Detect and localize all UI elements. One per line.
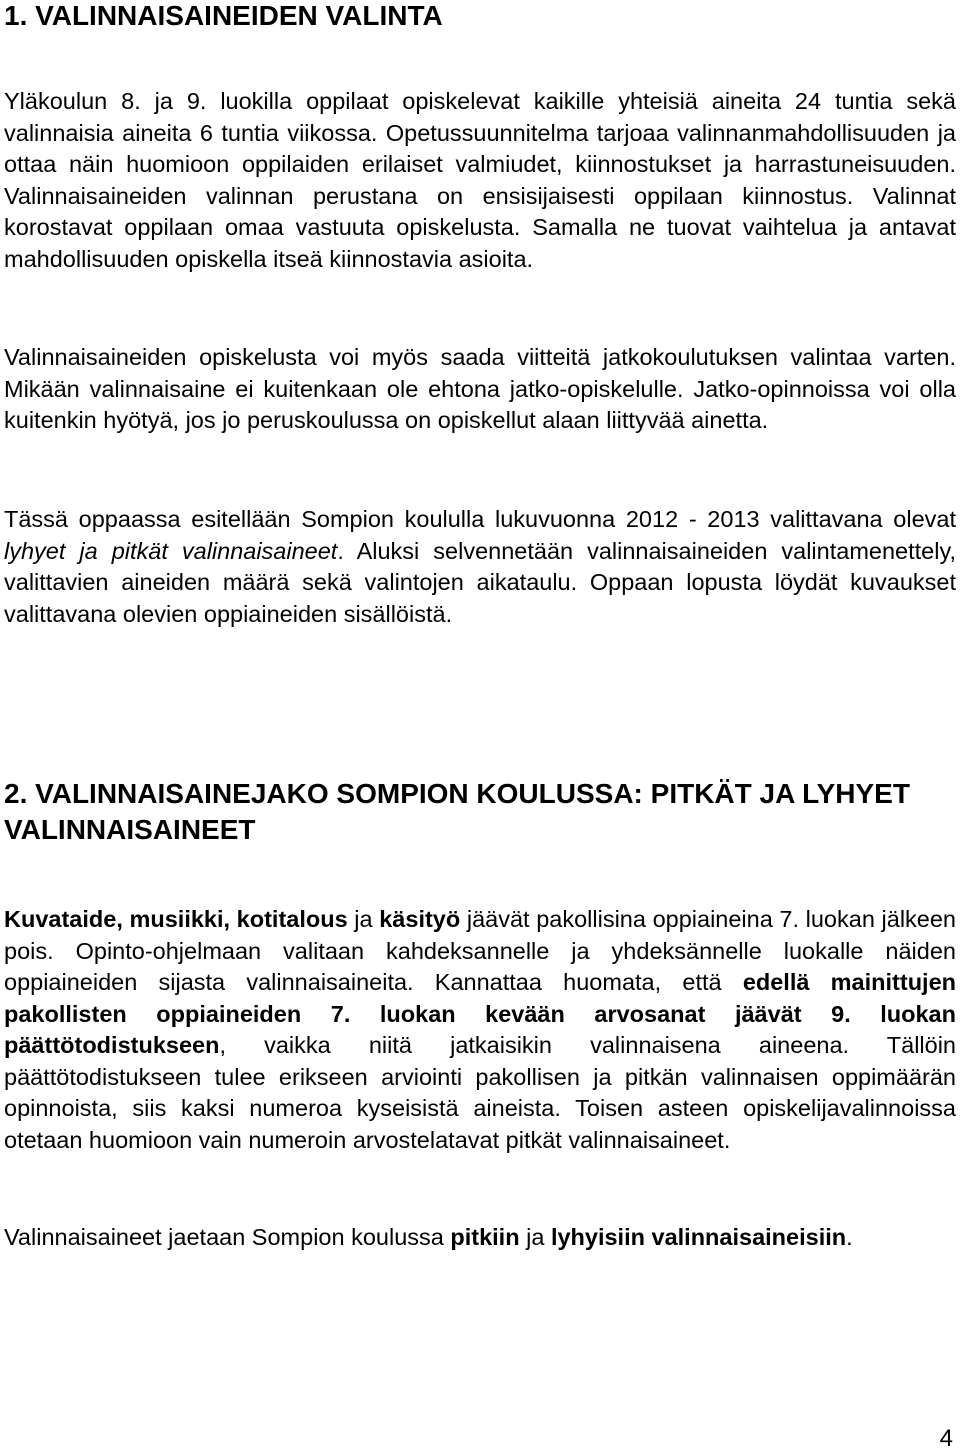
page-number: 4 <box>939 1425 953 1452</box>
text-span: , vaikka niitä jatkaisikin valinnaisena aineena. Tällöin päättötodistukseen tulee erikseen arviointi pakollisen ja pitkän valinnaisen oppimäärän opinnoista, siis kaksi numeroa kyseisistä aineista. Toisen asteen opiskelijavalinnoissa otetaan huomioon vain numeroin arvostelatavat pitkät valinnaisaineet. <box>4 1032 956 1153</box>
section-1-heading: 1. VALINNAISAINEIDEN VALINTA <box>4 0 443 31</box>
paragraph-further-education: Valinnaisaineiden opiskelusta voi myös saada viitteitä jatkokoulutuksen valintaa varten. Mikään valinnaisaine ei kuitenkaan ole ehtona jatko-opiskelulle. Jatko-opinnoissa voi olla kuitenkin hyötyä, jos jo peruskoulussa on opiskellut alaan liittyvää ainetta. <box>4 344 956 433</box>
text-span: . <box>846 1224 853 1250</box>
bold-text: käsityö <box>379 906 461 932</box>
paragraph-mandatory-subjects <box>4 904 956 1156</box>
paragraph-elective-division <box>4 1222 956 1254</box>
emphasis-text: lyhyet ja pitkät valinnaisaineet <box>4 537 338 564</box>
bold-text: edellä mainittujen pakollisten oppiaineiden 7. luokan kevään arvosanat jäävät 9. luokan päättötodistukseen <box>4 969 956 1058</box>
text-span: jäävät pakollisina oppiaineina 7. luokan jälkeen pois. Opinto-ohjelmaan valitaan kahdeksannelle ja yhdeksännelle luokalle näiden oppiaineiden sijasta valinnaisaineita. Kannattaa huomata, että <box>4 906 956 995</box>
text-span: ja <box>347 906 380 932</box>
text-span: ja <box>519 1224 551 1250</box>
bold-text: Kuvataide, musiikki, kotitalous <box>4 906 348 932</box>
bold-text: pitkiin <box>450 1224 520 1250</box>
section-2-heading: 2. VALINNAISAINEJAKO SOMPION KOULUSSA: PITKÄT JA LYHYET VALINNAISAINEET <box>4 778 910 845</box>
text-span: Valinnaisaineet jaetaan Sompion koulussa <box>4 1224 451 1250</box>
paragraph-intro: Yläkoulun 8. ja 9. luokilla oppilaat opiskelevat kaikille yhteisiä aineita 24 tuntia sekä valinnaisia aineita 6 tuntia viikossa. Opetussuunnitelma tarjoaa valinnanmahdollisuuden ja ottaa näin huomioon oppilaiden erilaiset valmiudet, kiinnostukset ja harrastuneisuuden. Valinnaisaineiden valinnan perustana on ensisijaisesti oppilaan kiinnostus. Valinnat korostavat oppilaan omaa vastuuta opiskelusta. Samalla ne tuovat vaihtelua ja antavat mahdollisuuden opiskella itseä kiinnostavia asioita. <box>4 88 956 272</box>
paragraph-guide-overview <box>4 504 956 630</box>
text-span: . Aluksi selvennetään valinnaisaineiden valintamenettely, valittavien aineiden määrä sekä valintojen aikataulu. Oppaan lopusta löydät kuvaukset valittavana olevien oppiaineiden sisällöistä. <box>4 537 956 627</box>
text-span: Tässä oppaassa esitellään Sompion koululla lukuvuonna 2012 - 2013 valittavana olevat <box>4 506 956 532</box>
bold-text: lyhyisiin valinnaisaineisiin <box>550 1224 847 1250</box>
